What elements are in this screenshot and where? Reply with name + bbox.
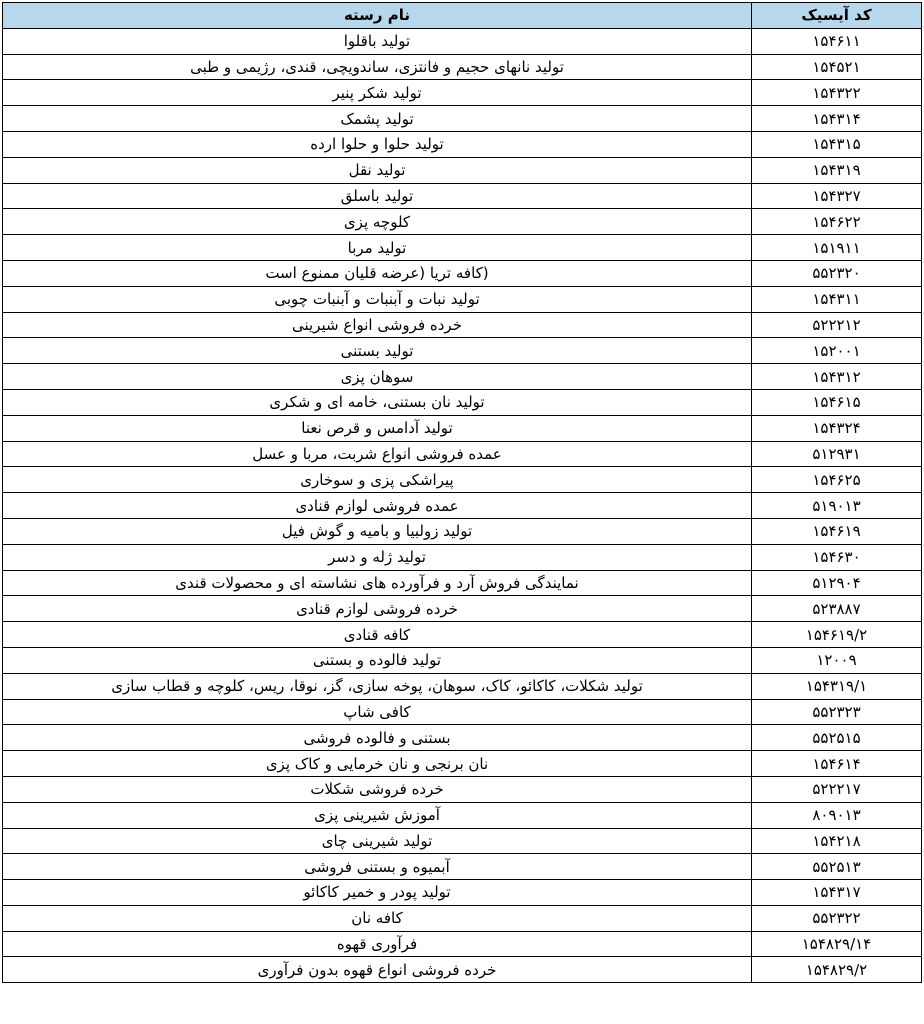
isic-code-cell: ۱۵۴۳۱۷: [752, 880, 922, 906]
table-row: [3, 28, 922, 54]
isic-code-cell: ۱۵۴۳۱۲: [752, 364, 922, 390]
guild-name-cell: تولید باسلق: [3, 183, 752, 209]
guild-name-cell: آبمیوه و بستنی فروشی: [3, 854, 752, 880]
isic-code-cell: ۵۵۲۵۱۳: [752, 854, 922, 880]
isic-code-cell: ۵۱۲۹۰۴: [752, 570, 922, 596]
isic-code-cell: ۵۲۳۸۸۷: [752, 596, 922, 622]
table-row: [3, 415, 922, 441]
table-row: [3, 544, 922, 570]
isic-code-cell: ۵۲۲۲۱۲: [752, 312, 922, 338]
isic-code-cell: ۱۵۴۸۲۹/۲: [752, 957, 922, 983]
isic-code-cell: ۵۵۲۳۲۳: [752, 699, 922, 725]
guild-name-cell: تولید باقلوا: [3, 28, 752, 54]
isic-code-cell: ۱۵۴۶۱۱: [752, 28, 922, 54]
table-row: [3, 312, 922, 338]
isic-code-cell: ۱۵۲۰۰۱: [752, 338, 922, 364]
table-row: [3, 828, 922, 854]
isic-code-cell: ۱۵۴۶۲۲: [752, 209, 922, 235]
table-row: [3, 725, 922, 751]
table-row: [3, 80, 922, 106]
isic-code-cell: ۵۵۲۳۲۰: [752, 260, 922, 286]
isic-code-cell: ۱۲۰۰۹: [752, 647, 922, 673]
isic-code-cell: ۱۵۴۳۲۷: [752, 183, 922, 209]
table-row: [3, 931, 922, 957]
isic-code-cell: ۸۰۹۰۱۳: [752, 802, 922, 828]
guild-name-cell: تولید نانهای حجیم و فانتزی، ساندویچی، قندی، رژیمی و طبی: [3, 54, 752, 80]
table-row: [3, 854, 922, 880]
guild-name-cell: کافی شاپ: [3, 699, 752, 725]
isic-code-cell: ۱۵۴۶۱۴: [752, 751, 922, 777]
guild-name-cell: تولید فالوده و بستنی: [3, 647, 752, 673]
isic-code-cell: ۱۵۴۳۱۵: [752, 131, 922, 157]
guild-name-cell: فرآوری قهوه: [3, 931, 752, 957]
table-row: [3, 673, 922, 699]
table-row: [3, 957, 922, 983]
isic-code-cell: ۱۵۴۶۱۹: [752, 518, 922, 544]
guild-name-cell: نان برنجی و نان خرمایی و کاک پزی: [3, 751, 752, 777]
isic-code-cell: ۵۵۲۳۲۲: [752, 905, 922, 931]
table-row: [3, 183, 922, 209]
guild-name-cell: خرده فروشی لوازم قنادی: [3, 596, 752, 622]
table-row: [3, 622, 922, 648]
guild-name-cell: تولید شیرینی چای: [3, 828, 752, 854]
table-row: [3, 209, 922, 235]
isic-code-cell: ۱۵۴۳۲۲: [752, 80, 922, 106]
header-code: کد آیسیک: [752, 3, 922, 29]
guild-name-cell: آموزش شیرینی پزی: [3, 802, 752, 828]
guild-name-cell: تولید بستنی: [3, 338, 752, 364]
isic-code-cell: ۱۵۴۶۳۰: [752, 544, 922, 570]
isic-code-cell: ۱۵۴۶۱۹/۲: [752, 622, 922, 648]
isic-code-cell: ۱۵۴۳۱۱: [752, 286, 922, 312]
isic-code-cell: ۱۵۴۳۱۹: [752, 157, 922, 183]
table-row: [3, 751, 922, 777]
header-name: نام رسته: [3, 3, 752, 29]
guild-name-cell: تولید زولبیا و بامیه و گوش فیل: [3, 518, 752, 544]
guild-name-cell: عمده فروشی انواع شربت، مربا و عسل: [3, 441, 752, 467]
table-row: [3, 106, 922, 132]
table-row: [3, 467, 922, 493]
table-row: [3, 235, 922, 261]
guild-name-cell: تولید نقل: [3, 157, 752, 183]
table-row: [3, 596, 922, 622]
table-row: [3, 776, 922, 802]
isic-code-cell: ۱۵۴۳۲۴: [752, 415, 922, 441]
guild-name-cell: تولید پودر و خمیر کاکائو: [3, 880, 752, 906]
guild-name-cell: سوهان پزی: [3, 364, 752, 390]
guild-name-cell: تولید آدامس و قرص نعنا: [3, 415, 752, 441]
isic-code-cell: ۱۵۱۹۱۱: [752, 235, 922, 261]
guild-name-cell: عمده فروشی لوازم قنادی: [3, 493, 752, 519]
guild-name-cell: تولید نان بستنی، خامه ای و شکری: [3, 389, 752, 415]
isic-code-cell: ۵۲۲۲۱۷: [752, 776, 922, 802]
guild-name-cell: کافه نان: [3, 905, 752, 931]
guild-name-cell: خرده فروشی شکلات: [3, 776, 752, 802]
guild-name-cell: نمایندگی فروش آرد و فرآورده های نشاسته ای و محصولات قندی: [3, 570, 752, 596]
guild-name-cell: پیراشکی پزی و سوخاری: [3, 467, 752, 493]
table-body: [3, 28, 922, 982]
table-row: [3, 338, 922, 364]
table-row: [3, 54, 922, 80]
table-row: [3, 441, 922, 467]
guild-name-cell: تولید پشمک: [3, 106, 752, 132]
table-row: [3, 905, 922, 931]
table-row: [3, 880, 922, 906]
guild-name-cell: تولید ژله و دسر: [3, 544, 752, 570]
table-row: [3, 389, 922, 415]
table-row: [3, 699, 922, 725]
table-row: [3, 286, 922, 312]
isic-code-cell: ۵۱۲۹۳۱: [752, 441, 922, 467]
table-row: [3, 802, 922, 828]
table-row: [3, 518, 922, 544]
guild-name-cell: (کافه تریا (عرضه قلیان ممنوع است: [3, 260, 752, 286]
table-row: [3, 157, 922, 183]
isic-code-table: [2, 2, 922, 983]
guild-name-cell: تولید شکر پنیر: [3, 80, 752, 106]
isic-code-cell: ۵۱۹۰۱۳: [752, 493, 922, 519]
isic-code-cell: ۱۵۴۳۱۴: [752, 106, 922, 132]
table-row: [3, 260, 922, 286]
guild-name-cell: تولید نبات و آبنبات و آبنبات چوبی: [3, 286, 752, 312]
isic-code-cell: ۱۵۴۳۱۹/۱: [752, 673, 922, 699]
isic-code-cell: ۱۵۴۶۲۵: [752, 467, 922, 493]
table-row: [3, 131, 922, 157]
guild-name-cell: کافه قنادی: [3, 622, 752, 648]
header-row: [3, 3, 922, 29]
isic-code-cell: ۱۵۴۸۲۹/۱۴: [752, 931, 922, 957]
isic-code-cell: ۱۵۴۶۱۵: [752, 389, 922, 415]
table-row: [3, 493, 922, 519]
guild-name-cell: بستنی و فالوده فروشی: [3, 725, 752, 751]
table-row: [3, 364, 922, 390]
table-row: [3, 647, 922, 673]
isic-code-cell: ۱۵۴۵۲۱: [752, 54, 922, 80]
guild-name-cell: تولید حلوا و حلوا ارده: [3, 131, 752, 157]
guild-name-cell: تولید مربا: [3, 235, 752, 261]
guild-name-cell: خرده فروشی انواع شیرینی: [3, 312, 752, 338]
guild-name-cell: خرده فروشی انواع قهوه بدون فرآوری: [3, 957, 752, 983]
guild-name-cell: کلوچه پزی: [3, 209, 752, 235]
guild-name-cell: تولید شکلات، کاکائو، کاک، سوهان، پوخه سازی، گز، نوقا، ریس، کلوچه و قطاب سازی: [3, 673, 752, 699]
isic-code-cell: ۱۵۴۲۱۸: [752, 828, 922, 854]
table-row: [3, 570, 922, 596]
isic-code-cell: ۵۵۲۵۱۵: [752, 725, 922, 751]
